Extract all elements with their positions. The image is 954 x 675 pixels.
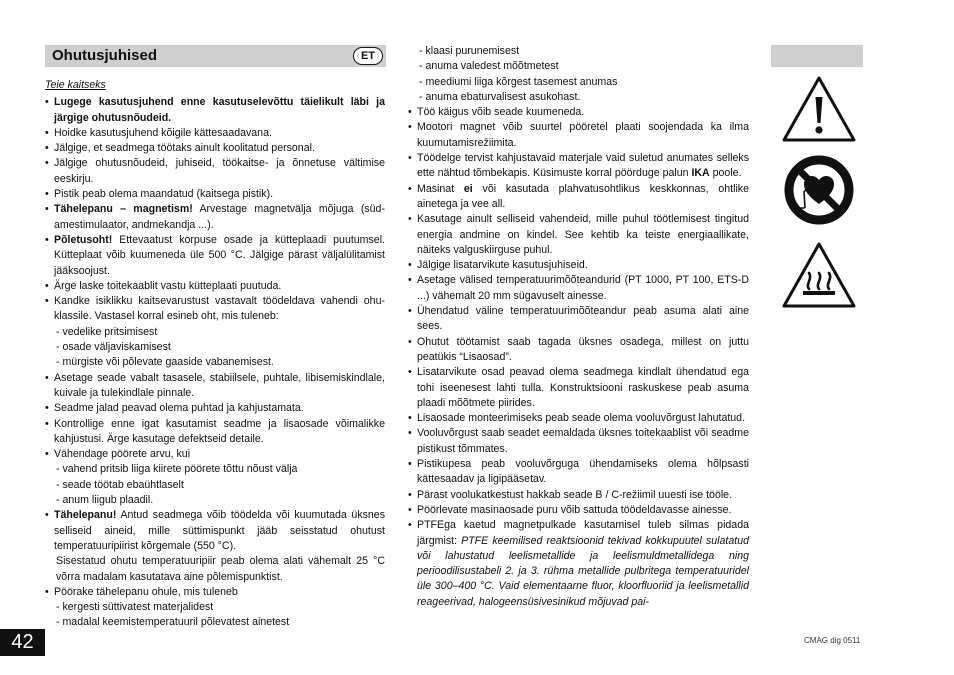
sub-item: - anuma valedest mõõtmetest <box>419 60 559 73</box>
list-item <box>45 95 385 126</box>
list-item <box>408 273 749 304</box>
list-item <box>45 294 385 325</box>
item-text: Vooluvõrgust saab seadet eemaldada üksnes toitekaablist või seadme pistikust tõmmates. <box>417 427 749 455</box>
list-item <box>45 141 385 156</box>
list-item <box>45 187 385 202</box>
sub-item: - madalal keemistemperatuuril põlevatest ainetest <box>56 616 290 629</box>
list-item <box>45 126 385 141</box>
sub-item: - kergesti süttivatest materjalidest <box>56 601 214 614</box>
item-text: Vähendage pöörete arvu, kui <box>54 448 191 461</box>
item-text: Antud seadmega võib töödelda või kuumutada üksnes selliseid aineid, mille süttimispunkt jääb seisstatud ohutust temperatuuripiirist kõrgemale (550 °C). <box>54 509 385 552</box>
item-text: Seadme jalad peavad olema puhtad ja kahjustamata. <box>54 402 304 415</box>
side-header-bar <box>771 45 863 67</box>
list-item <box>408 488 749 503</box>
item-text: Mootori magnet võib suurtel pööretel plaati soojendada ka ilma kuumutamisrežiimita. <box>417 121 749 149</box>
item-text: Lisatarvikute osad peavad olema seadmega kindlalt ühendatud ega tohi iseenesest lahti tulla. Konstruktsiooni raskuskese peab asuma plaadi mõõtmete piirides. <box>417 366 749 409</box>
list-item <box>408 503 749 518</box>
item-note: PTFE keemilised reaktsioonid tekivad kokkupuutel sulatatud või lahustatud leelismetallide ja leelismuldmetallidega ning perioodilisustabeli 2. ja 3. rühma metallide pulbritega temperatuuridel üle 300–400 °C. Vaid elementaarne fluor, kloorfluoriid ja leelismetallid reageerivad, halogeensüsivesinikud mõjuvad pai- <box>417 534 749 608</box>
list-item <box>408 411 749 426</box>
item-emphasis: Lugege kasutusjuhend enne kasutuselevõttu täielikult läbi ja järgige ohutusnõudeid. <box>54 96 385 124</box>
item-text: Ühendatud väline temperatuurimõõteandur peab asuma alati aine sees. <box>417 305 749 333</box>
list-item <box>408 365 749 411</box>
hot-surface-icon <box>781 241 857 309</box>
list-item <box>45 156 385 187</box>
list-item <box>408 120 749 151</box>
sub-item: - meediumi liiga kõrgest tasemest anumas <box>419 75 618 88</box>
sub-item: - anuma ebaturvalisest asukohast. <box>419 90 581 103</box>
list-item <box>408 105 749 120</box>
safety-list-right <box>408 44 749 610</box>
item-text: Ohutut töötamist saab tagada üksnes osadega, millest on juttu peatükis “Lisaosad”. <box>417 335 749 363</box>
item-emphasis: Tähelepanu – magnetism! <box>54 203 193 216</box>
item-text: Ettevaatust korpuse osade ja kütteplaadi puutumsel. Kütteplaat võib kuumeneda üle 500 °C. Jälgige pärast väljalülitamist jääksoojust. <box>54 233 385 277</box>
list-item <box>408 304 749 335</box>
item-text: Pistik peab olema maandatud (kaitsega pistik). <box>54 188 274 201</box>
safety-list-left <box>45 95 385 630</box>
item-text: Pöörake tähelepanu ohule, mis tuleneb <box>54 585 238 598</box>
item-text: Pistikupesa peab vooluvõrguga ühendamiseks olema hõlpsasti kättesaadav ja ligipääsetav. <box>417 458 749 486</box>
item-text: Pöörlevate masinaosade puru võib sattuda töödeldavasse ainesse. <box>417 503 732 516</box>
no-pacemaker-icon <box>781 152 857 228</box>
list-item <box>408 212 749 258</box>
section-header <box>45 45 386 67</box>
language-badge: ET <box>353 47 383 65</box>
item-text: Jälgige lisatarvikute kasutusjuhiseid. <box>417 259 588 272</box>
item-text: Lisaosade monteerimiseks peab seade olema vooluvõrgust lahutatud. <box>417 412 746 425</box>
sub-item: - anum liigub plaadil. <box>56 494 154 507</box>
item-emphasis: Põletusoht! <box>54 233 113 246</box>
subheading: Teie kaitseks <box>45 79 106 91</box>
footer-code: CMAG dig 0511 <box>804 636 861 645</box>
item-text: Arvestage magnetvälja mõjuga (südamestimulaator, andmekandja ...). <box>54 203 385 231</box>
list-item <box>408 457 749 488</box>
item-emphasis: Tähelepanu! <box>54 509 117 522</box>
list-item <box>408 426 749 457</box>
list-item <box>45 279 385 294</box>
item-text: Töö käigus võib seade kuumeneda. <box>417 106 585 119</box>
list-item <box>408 182 749 213</box>
list-item <box>408 518 749 610</box>
page-number: 42 <box>0 629 45 656</box>
sub-item: - seade töötab ebaühtlaselt <box>56 478 184 491</box>
list-item <box>45 417 385 448</box>
list-item <box>45 202 385 233</box>
sub-item: - mürgiste või põlevate gaaside vabanemisest. <box>56 356 274 369</box>
item-text: poole. <box>709 167 742 180</box>
item-text: Kandke isiklikku kaitsevarustust vastavalt töödeldava vahendi ohuklassile. Vastasel korral esineb oht, mis tuleneb: <box>54 295 385 323</box>
column-right <box>408 44 749 610</box>
list-item <box>45 508 385 554</box>
section-title: Ohutusjuhised <box>52 47 157 64</box>
item-text: Ärge laske toitekaablit vastu kütteplaati puutuda. <box>54 279 282 292</box>
warning-triangle-icon <box>781 75 857 143</box>
sub-item: - vedelike pritsimisest <box>56 325 158 338</box>
list-item <box>408 335 749 366</box>
item-text: Hoidke kasutusjuhend kõigile kättesaadavana. <box>54 126 272 139</box>
item-text: Töödelge tervist kahjustavaid materjale vaid suletud anumates selleks ette nähtud tõmbekapis. Küsimuste korral pöörduge palun <box>417 152 749 180</box>
item-text: Kasutage ainult selliseid vahendeid, mille puhul töötlemisest tingitud energia andmine on kindel. See kehtib ka teiste energiaallikate, näiteks valguskiirguse puhul. <box>417 213 749 256</box>
column-left <box>45 78 385 631</box>
item-text: Asetage välised temperatuurimõõteandurid (PT 1000, PT 100, ETS-D ...) vähemalt 20 mm sügavuselt ainesse. <box>417 274 749 302</box>
item-emphasis: IKA <box>691 167 710 180</box>
indented-paragraph: Sisestatud ohutu temperatuuripiir peab olema alati vähemalt 25 °C võrra madalam kasutatava aine põlemispunktist. <box>56 555 385 583</box>
item-text: Jälgige, et seadmega töötaks ainult koolitatud personal. <box>54 142 315 155</box>
item-text: PTFEga kaetud magnetpulkade kasutamisel tuleb silmas pidada järgmist: <box>417 519 749 547</box>
item-text: Jälgige ohutusnõudeid, juhiseid, töökaitse- ja õnnetuse vältimise eeskirju. <box>54 157 385 185</box>
list-item <box>45 371 385 402</box>
sub-item: - klaasi purunemisest <box>419 45 520 57</box>
item-text: Pärast voolukatkestust hakkab seade B / C-režiimil uuesti ise tööle. <box>417 488 733 501</box>
item-emphasis: ei <box>463 182 473 195</box>
list-item <box>45 233 385 279</box>
item-text: Asetage seade vabalt tasasele, stabiilsele, puhtale, libisemiskindlale, kuivale ja tulekindlale pinnale. <box>54 371 385 399</box>
list-item <box>45 401 385 416</box>
item-text: Masinat <box>417 182 455 195</box>
item-text: Kontrollige enne igat kasutamist seadme ja lisaosade võimalikke kahjustusi. Ärge kasutage defektseid detaile. <box>54 417 385 445</box>
list-item <box>408 258 749 273</box>
list-item <box>408 151 749 182</box>
item-text: või kasutada plahvatusohtlikus keskkonnas, ohtlike ainetega ja vee all. <box>417 182 749 210</box>
sub-item: - vahend pritsib liiga kiirete pöörete tõttu nõust välja <box>56 463 298 476</box>
list-item <box>45 447 385 462</box>
list-item <box>45 585 385 600</box>
sub-item: - osade väljaviskamisest <box>56 341 171 354</box>
